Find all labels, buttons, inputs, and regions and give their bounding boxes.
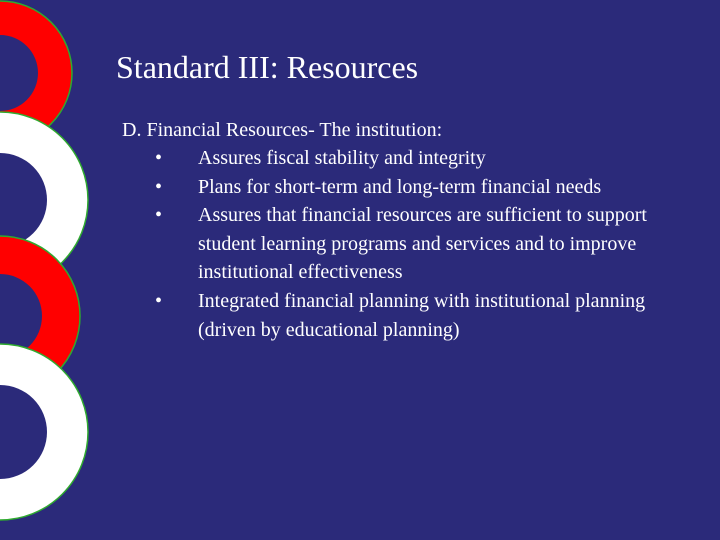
bullet-item [152, 144, 658, 173]
bullet-icon: • [155, 289, 163, 312]
bullet-text: Integrated financial planning with institutional planning (driven by educational planning) [198, 289, 646, 341]
bullet-text: Assures that financial resources are sufficient to support student learning programs and services and to improve institutional effectiveness [198, 204, 647, 284]
bullet-icon: • [155, 147, 163, 169]
bullet-icon: • [155, 204, 163, 227]
white-ring-lower [0, 344, 88, 520]
bullet-text: Assures fiscal stability and integrity [198, 147, 486, 169]
bullet-item [152, 201, 658, 287]
slide-title: Standard III: Resources [116, 49, 419, 85]
bullet-text: Plans for short-term and long-term financial needs [198, 175, 602, 198]
bullet-icon: • [155, 175, 163, 198]
bullet-item [152, 287, 658, 344]
bullet-item [152, 173, 658, 202]
section-heading: D. Financial Resources- The institution: [122, 119, 443, 141]
bullet-list [152, 144, 672, 344]
